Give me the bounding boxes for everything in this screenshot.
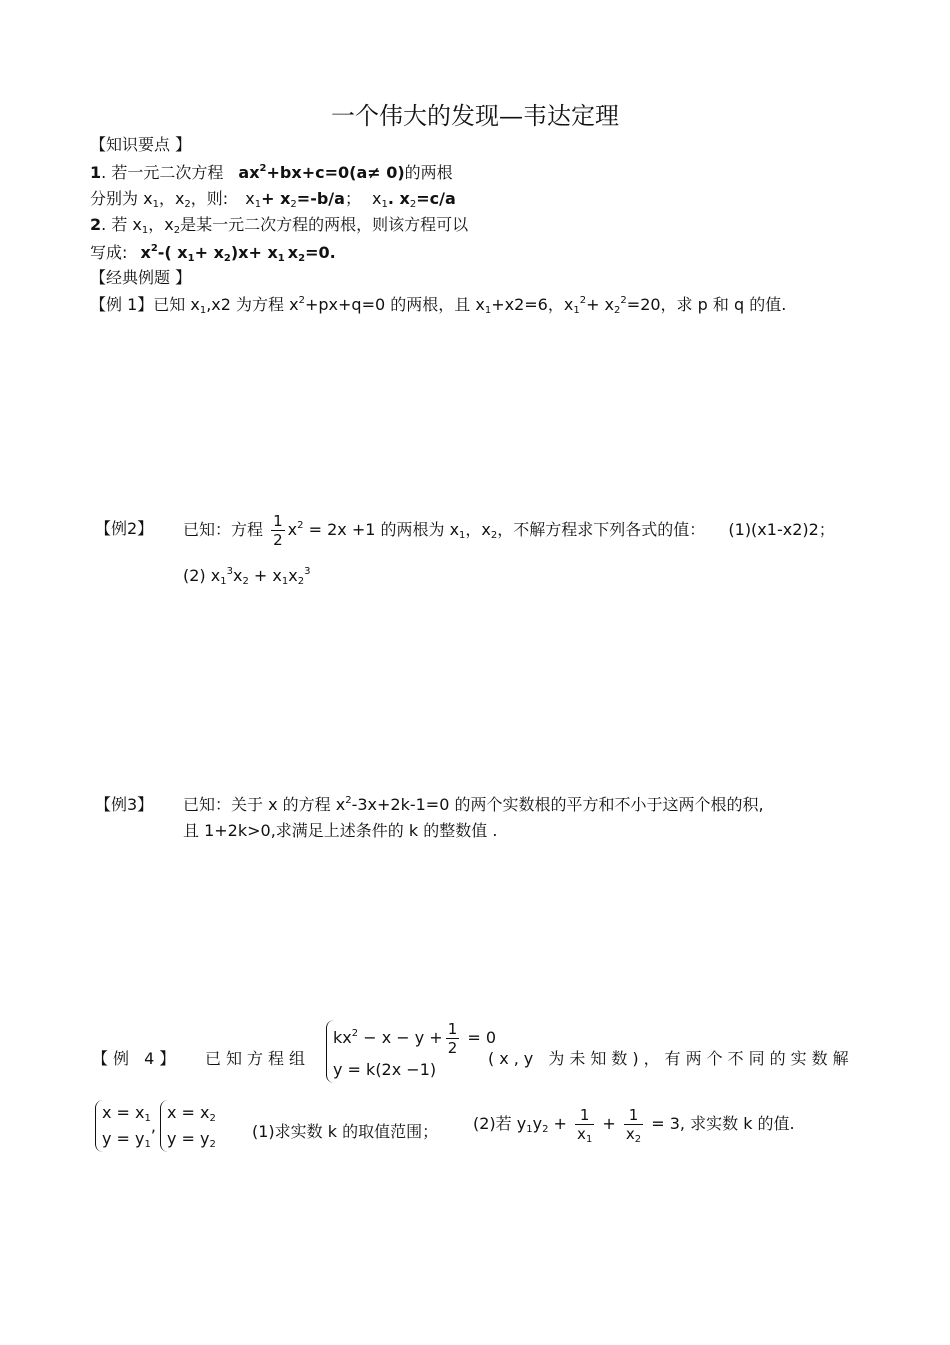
example-4-intro: 已知方程组 [205,1049,311,1068]
point-1-text-end: 的两根 [404,163,453,182]
half-fraction: $\frac{1}{2}$ [273,512,283,549]
point-1-equation: $ax^2+bx+c=0(a\ne 0)$ [238,163,405,182]
point-2-line-2: 写成: $x^2-$( $x_1+ x_2)x+ x_1$ $x_2=0$. [90,243,336,264]
example-2-part-2: (2) $x_1^3x_2 + x_1x_2^3$ [183,566,311,587]
example-3-line-2: 且 1+2k>0,求满足上述条件的 k 的整数值 . [183,821,498,840]
example-4-after: (x,y 为未知数)，有两个不同的实数解 [488,1049,854,1068]
vieta-product-formula: $x_1$. $x_2=c/a$ [372,189,456,210]
point-2-equation: $x^2-$( $x_1+ x_2)x+ x_1$ $x_2=0$. [140,243,336,264]
point-2-line-1: 2. 若 $x_1$，$x_2$是某一元二次方程的两根，则该方程可以 [90,215,469,236]
example-3-line-1: 已知：关于 x 的方程 $x^2-3x+2k-1=0$ 的两个实数根的平方和不小于这两个根的积, [183,795,764,814]
example-3-label: 【例3】 [95,795,154,814]
point-1-text: . 若一元二次方程 [101,163,224,182]
equation-system [326,1020,496,1083]
example-2-part-1: (1)(x1-x2)2； [728,520,835,539]
example-4-question-2: (2)若 $y_1y_2$ + $\frac{1}{x_1}$ + $\frac{1}{x_2}$ = 3, 求实数 k 的值. [473,1106,795,1145]
vieta-sum-formula: $x_1+ x_2=-b/a$ [245,189,345,210]
solution-1-brace: $x = x_1$ $y = y_1$ [95,1100,151,1152]
example-1: 【例 1】已知 $x_1,x2$ 为方程 $x^2+px+q=0$ 的两根，且 $x_1+x2=6$，$x_1^2+ x_2^2=20$，求 p 和 q 的值. [90,295,787,316]
solution-systems: $x = x_1$ $y = y_1$ , $x = x_2$ $y = y_2$ [95,1100,216,1152]
example-2-label: 【例2】 [95,519,154,538]
examples-heading: 【经典例题 】 [90,268,192,287]
point-1-line-1 [90,160,453,183]
example-4-question-1: (1)求实数 k 的取值范围； [252,1122,439,1141]
knowledge-heading: 【知识要点 】 [90,135,192,154]
example-1-label: 【例 1】 [90,295,154,314]
page-title: 一个伟大的发现—韦达定理 [331,102,619,130]
system-brace: $kx^2 - x - y$ + $\frac{1}{2}$ = 0 y = k(2x −1) [326,1020,496,1083]
point-1-number: 1 [90,163,102,182]
solution-2-brace: $x = x_2$ $y = y_2$ [160,1100,216,1152]
example-4-label: 【例 4】 [92,1049,181,1068]
example-2-line-1: 已知：方程 $\frac{1}{2}$ $x^2 = 2x +1$ 的两根为 $x_1$，$x_2$，不解方程求下列各式的值： (1)(x1-x2)2； [183,512,835,549]
point-1-line-2: 分别为 $x_1$，$x_2$，则: $x_1+ x_2=-b/a$； $x_1$. $x_2=c/a$ [90,189,456,210]
